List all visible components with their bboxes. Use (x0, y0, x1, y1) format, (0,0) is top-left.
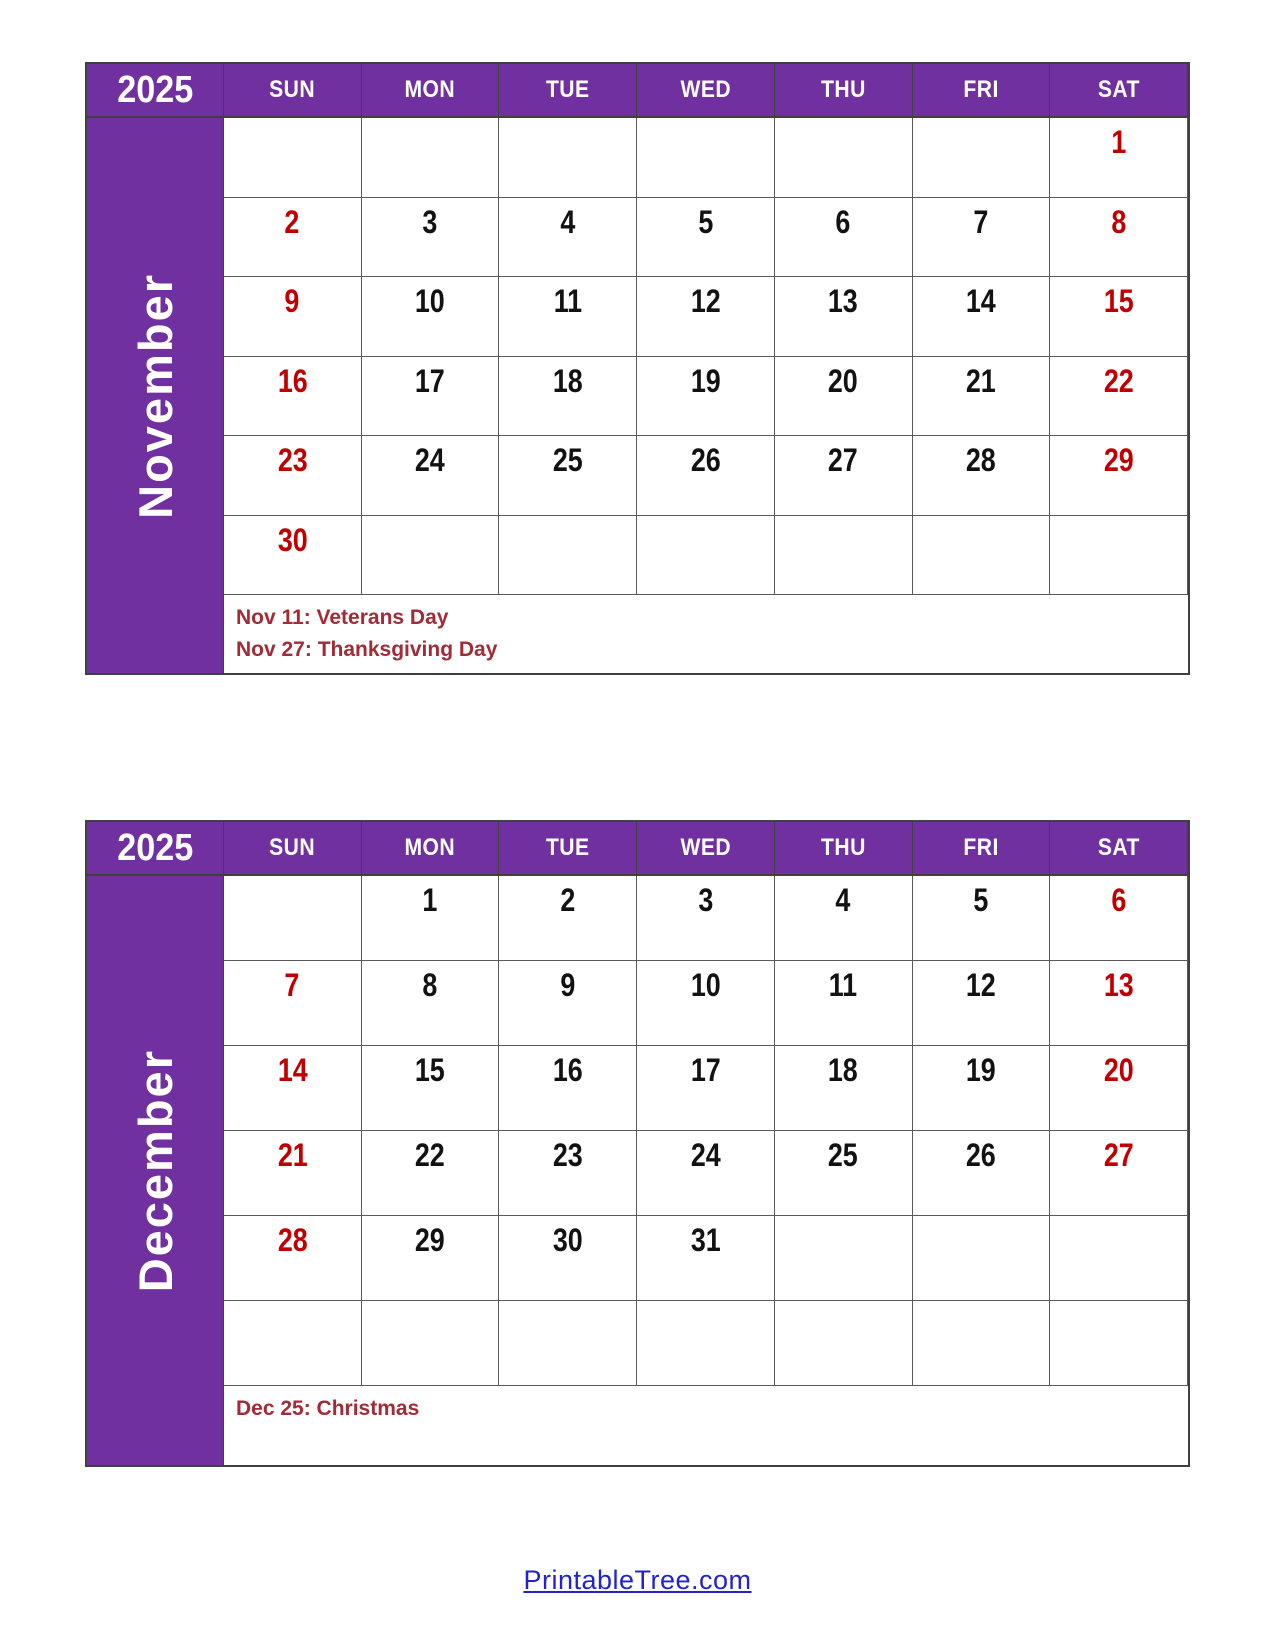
date-number: 8 (1111, 203, 1127, 240)
holiday-text: Dec 25: Christmas (236, 1397, 420, 1420)
date-number: 12 (690, 283, 721, 319)
date-nov-20 (775, 357, 913, 437)
date-dec-15 (362, 1046, 500, 1131)
date-dec-2 (499, 876, 637, 961)
date-nov-7 (913, 198, 1051, 278)
printabletree-link[interactable]: PrintableTree.com (523, 1565, 752, 1595)
date-nov-11 (499, 277, 637, 357)
date-number: 27 (828, 442, 859, 478)
date-number: 30 (277, 521, 308, 558)
date-number: 8 (422, 967, 438, 1003)
weekday-label: WED (680, 834, 731, 861)
year-text: 2025 (116, 826, 194, 869)
date-dec-7 (224, 961, 362, 1046)
date-dec-18 (775, 1046, 913, 1131)
date-number: 11 (828, 967, 858, 1003)
empty-date-cell (775, 516, 913, 596)
date-number: 25 (552, 442, 583, 478)
date-nov-28 (913, 436, 1051, 516)
date-number: 29 (1103, 442, 1134, 478)
date-number: 5 (973, 882, 989, 918)
empty-date-cell (1050, 1216, 1188, 1301)
year-label (87, 64, 224, 118)
date-nov-24 (362, 436, 500, 516)
date-number: 21 (277, 1137, 308, 1173)
date-number: 20 (828, 362, 859, 399)
empty-date-cell (224, 118, 362, 198)
weekday-header-thu (775, 64, 913, 118)
date-nov-13 (775, 277, 913, 357)
date-number: 16 (277, 362, 308, 399)
date-nov-22 (1050, 357, 1188, 437)
weekday-label: FRI (963, 76, 999, 103)
date-dec-12 (913, 961, 1051, 1046)
date-nov-17 (362, 357, 500, 437)
weekday-label: SAT (1097, 834, 1140, 861)
date-dec-21 (224, 1131, 362, 1216)
month-sidebar (87, 876, 224, 1465)
weekday-header-wed (637, 822, 775, 876)
date-number: 18 (828, 1052, 859, 1088)
empty-date-cell (637, 1301, 775, 1386)
empty-date-cell (499, 1301, 637, 1386)
date-number: 6 (1111, 882, 1127, 918)
year-label (87, 822, 224, 876)
date-number: 10 (690, 967, 721, 1003)
date-nov-14 (913, 277, 1051, 357)
weekday-header-sun (224, 822, 362, 876)
date-number: 3 (422, 203, 438, 240)
date-nov-19 (637, 357, 775, 437)
date-number: 24 (415, 442, 446, 478)
weekday-label: MON (404, 834, 456, 861)
date-number: 16 (552, 1052, 583, 1088)
date-number: 18 (552, 362, 583, 399)
date-nov-12 (637, 277, 775, 357)
date-number: 2 (560, 882, 576, 918)
date-dec-9 (499, 961, 637, 1046)
date-number: 31 (690, 1222, 721, 1258)
date-number: 14 (277, 1052, 308, 1088)
weekday-header-sat (1050, 822, 1188, 876)
date-dec-8 (362, 961, 500, 1046)
date-nov-15 (1050, 277, 1188, 357)
month-label: December (128, 1048, 182, 1293)
date-number: 19 (690, 362, 721, 399)
empty-date-cell (362, 118, 500, 198)
date-number: 10 (415, 283, 446, 319)
date-dec-16 (499, 1046, 637, 1131)
empty-date-cell (637, 118, 775, 198)
page-footer (0, 1565, 1275, 1596)
date-number: 23 (552, 1137, 583, 1173)
date-number: 13 (828, 283, 859, 319)
november-2025-calendar (85, 62, 1190, 675)
date-number: 15 (1103, 283, 1134, 319)
date-number: 9 (284, 283, 300, 319)
empty-date-cell (499, 516, 637, 596)
date-number: 13 (1103, 967, 1134, 1003)
date-number: 17 (690, 1052, 721, 1088)
date-dec-29 (362, 1216, 500, 1301)
date-nov-4 (499, 198, 637, 278)
date-nov-10 (362, 277, 500, 357)
empty-date-cell (775, 1216, 913, 1301)
date-dec-28 (224, 1216, 362, 1301)
holiday-notes (224, 1386, 1188, 1465)
date-number: 14 (965, 283, 996, 319)
date-number: 28 (965, 442, 996, 478)
empty-date-cell (1050, 1301, 1188, 1386)
empty-date-cell (637, 516, 775, 596)
date-dec-30 (499, 1216, 637, 1301)
date-number: 29 (415, 1222, 446, 1258)
date-dec-5 (913, 876, 1051, 961)
date-number: 1 (1111, 124, 1127, 160)
date-nov-23 (224, 436, 362, 516)
weekday-header-fri (913, 64, 1051, 118)
empty-date-cell (224, 876, 362, 961)
weekday-header-mon (362, 64, 500, 118)
month-sidebar (87, 118, 224, 673)
weekday-header-sun (224, 64, 362, 118)
empty-date-cell (775, 1301, 913, 1386)
date-nov-21 (913, 357, 1051, 437)
date-number: 7 (284, 967, 300, 1003)
date-dec-22 (362, 1131, 500, 1216)
date-number: 26 (965, 1137, 996, 1173)
date-number: 22 (1103, 362, 1134, 399)
date-nov-9 (224, 277, 362, 357)
holiday-notes (224, 595, 1188, 673)
date-dec-26 (913, 1131, 1051, 1216)
date-nov-26 (637, 436, 775, 516)
date-nov-1 (1050, 118, 1188, 198)
month-label: November (128, 272, 182, 519)
empty-date-cell (1050, 516, 1188, 596)
date-dec-20 (1050, 1046, 1188, 1131)
date-number: 4 (560, 203, 576, 240)
date-number: 28 (277, 1222, 308, 1258)
weekday-header-mon (362, 822, 500, 876)
date-nov-25 (499, 436, 637, 516)
date-dec-17 (637, 1046, 775, 1131)
date-number: 21 (965, 362, 996, 399)
date-number: 7 (973, 203, 989, 240)
date-dec-1 (362, 876, 500, 961)
empty-date-cell (775, 118, 913, 198)
weekday-header-thu (775, 822, 913, 876)
date-number: 4 (835, 882, 851, 918)
date-dec-25 (775, 1131, 913, 1216)
december-2025-calendar (85, 820, 1190, 1467)
weekday-header-tue (499, 64, 637, 118)
empty-date-cell (913, 1301, 1051, 1386)
weekday-label: SUN (269, 76, 316, 103)
date-nov-2 (224, 198, 362, 278)
weekday-header-wed (637, 64, 775, 118)
date-nov-16 (224, 357, 362, 437)
date-nov-18 (499, 357, 637, 437)
empty-date-cell (362, 516, 500, 596)
date-dec-4 (775, 876, 913, 961)
weekday-label: SUN (269, 834, 316, 861)
date-dec-3 (637, 876, 775, 961)
date-number: 23 (277, 442, 308, 478)
date-number: 11 (553, 283, 582, 319)
weekday-label: FRI (963, 834, 999, 861)
weekday-label: WED (680, 76, 731, 103)
date-dec-19 (913, 1046, 1051, 1131)
date-dec-31 (637, 1216, 775, 1301)
empty-date-cell (224, 1301, 362, 1386)
date-number: 6 (835, 203, 851, 240)
date-dec-27 (1050, 1131, 1188, 1216)
holiday-text: Nov 27: Thanksgiving Day (236, 637, 498, 661)
date-number: 9 (560, 967, 576, 1003)
weekday-header-sat (1050, 64, 1188, 118)
date-number: 2 (284, 203, 300, 240)
weekday-label: SAT (1097, 76, 1140, 103)
date-number: 22 (415, 1137, 446, 1173)
weekday-label: THU (820, 834, 866, 861)
year-text: 2025 (116, 68, 194, 111)
date-nov-5 (637, 198, 775, 278)
date-dec-10 (637, 961, 775, 1046)
date-number: 5 (698, 203, 713, 240)
date-dec-6 (1050, 876, 1188, 961)
date-number: 3 (698, 882, 713, 918)
weekday-label: THU (820, 76, 866, 103)
empty-date-cell (499, 118, 637, 198)
empty-date-cell (362, 1301, 500, 1386)
date-number: 24 (690, 1137, 721, 1173)
weekday-header-tue (499, 822, 637, 876)
date-number: 19 (965, 1052, 996, 1088)
weekday-label: MON (404, 76, 456, 103)
date-number: 17 (415, 362, 446, 399)
date-number: 1 (422, 882, 438, 918)
date-number: 20 (1103, 1052, 1134, 1088)
date-dec-23 (499, 1131, 637, 1216)
date-nov-30 (224, 516, 362, 596)
date-number: 26 (690, 442, 721, 478)
weekday-label: TUE (546, 834, 590, 861)
date-nov-6 (775, 198, 913, 278)
date-nov-8 (1050, 198, 1188, 278)
date-nov-27 (775, 436, 913, 516)
empty-date-cell (913, 1216, 1051, 1301)
date-dec-24 (637, 1131, 775, 1216)
holiday-text: Nov 11: Veterans Day (236, 606, 449, 629)
date-number: 12 (965, 967, 996, 1003)
date-dec-13 (1050, 961, 1188, 1046)
weekday-label: TUE (546, 76, 590, 103)
date-nov-3 (362, 198, 500, 278)
date-nov-29 (1050, 436, 1188, 516)
weekday-header-fri (913, 822, 1051, 876)
empty-date-cell (913, 516, 1051, 596)
date-dec-11 (775, 961, 913, 1046)
date-number: 15 (415, 1052, 446, 1088)
date-number: 25 (828, 1137, 859, 1173)
empty-date-cell (913, 118, 1051, 198)
date-number: 30 (552, 1222, 583, 1258)
date-dec-14 (224, 1046, 362, 1131)
date-number: 27 (1103, 1137, 1134, 1173)
